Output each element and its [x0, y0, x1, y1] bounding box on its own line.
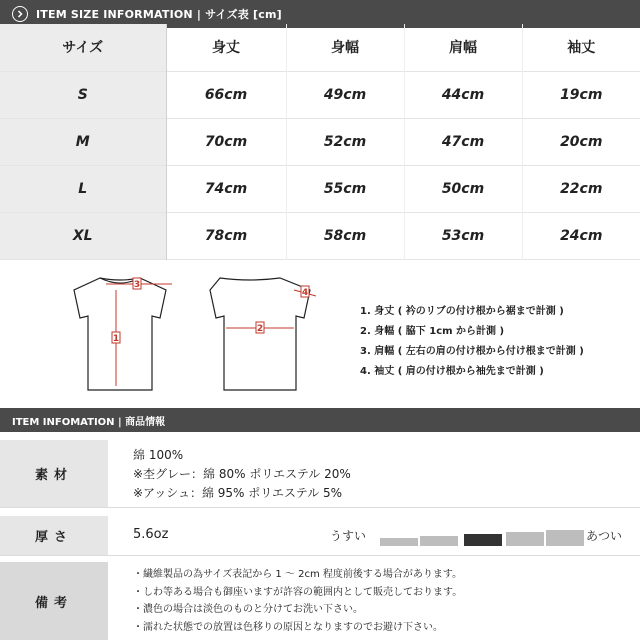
thickness-row — [0, 516, 640, 556]
table-cell: 58cm — [286, 212, 404, 259]
table-cell: 53cm — [404, 212, 522, 259]
note-item: ・しわ等ある場合も御座いますが許容の範囲内として販売しております。 — [133, 586, 463, 598]
material-line: 綿 100% — [133, 448, 184, 462]
column-header: 身幅 — [286, 24, 404, 71]
material-label: 素材 — [0, 440, 108, 507]
marker-4: 4 — [301, 288, 309, 298]
marker-1: 1 — [112, 334, 120, 344]
size-label-cell: XL — [0, 212, 166, 259]
notes-list — [133, 566, 462, 636]
thickness-label: 厚さ — [0, 516, 108, 555]
thickness-segment — [506, 532, 544, 546]
legend-item: 4. 袖丈 ( 肩の付け根から袖先まで計測 ) — [360, 366, 544, 377]
table-cell: 55cm — [286, 165, 404, 212]
legend-item: 2. 身幅 ( 脇下 1cm から計測 ) — [360, 326, 505, 337]
material-row — [0, 440, 640, 508]
table-row — [0, 212, 640, 259]
size-table-header-row — [0, 24, 640, 71]
marker-3: 3 — [133, 280, 141, 290]
table-cell: 78cm — [166, 212, 286, 259]
size-label-cell: S — [0, 71, 166, 118]
item-info-header — [0, 408, 640, 432]
thickness-segment — [380, 538, 418, 546]
notes-label: 備考 — [0, 562, 108, 640]
table-cell: 22cm — [560, 180, 603, 197]
material-line: ※アッシュ：綿 95% ポリエステル 5% — [133, 486, 343, 500]
table-cell: 52cm — [286, 118, 404, 165]
thickness-value: 5.6oz — [133, 527, 169, 542]
thickness-segment — [464, 534, 502, 546]
chevron-right-icon — [12, 6, 28, 22]
table-row — [0, 71, 640, 118]
size-label-cell: M — [0, 118, 166, 165]
column-header: サイズ — [0, 24, 166, 71]
column-header: 身丈 — [166, 24, 286, 71]
table-cell: 70cm — [166, 118, 286, 165]
item-info-title: ITEM INFOMATION | 商品情報 — [12, 417, 166, 428]
thick-label: あつい — [586, 529, 623, 543]
legend-item: 1. 身丈 ( 衿のリブの付け根から裾まで計測 ) — [360, 306, 564, 317]
table-cell: 44cm — [404, 71, 522, 118]
table-cell: 66cm — [166, 71, 286, 118]
table-cell: 49cm — [286, 71, 404, 118]
measurement-legend — [360, 302, 584, 382]
note-item: ・繊維製品の為サイズ表記から 1 ～ 2cm 程度前後する場合があります。 — [133, 569, 463, 580]
note-item: ・濡れた状態での放置は色移りの原因となりますのでお避け下さい。 — [133, 621, 443, 633]
table-cell: 47cm — [404, 118, 522, 165]
material-line: ※杢グレー：綿 80% ポリエステル 20% — [133, 467, 351, 481]
notes-row — [0, 562, 640, 640]
column-header: 袖丈 — [567, 40, 596, 57]
table-cell: 50cm — [404, 165, 522, 212]
table-cell: 19cm — [560, 86, 603, 103]
column-header: 肩幅 — [404, 24, 522, 71]
table-row — [0, 165, 640, 212]
size-label-cell: L — [0, 165, 166, 212]
size-table — [0, 24, 640, 260]
legend-item: 3. 肩幅 ( 左右の肩の付け根から付け根まで計測 ) — [360, 346, 584, 357]
material-value — [133, 446, 351, 503]
table-cell: 24cm — [560, 227, 603, 244]
table-row — [0, 118, 640, 165]
note-item: ・濃色の場合は淡色のものと分けてお洗い下さい。 — [133, 604, 363, 615]
table-cell: 74cm — [166, 165, 286, 212]
table-cell: 20cm — [560, 133, 603, 150]
thickness-segment — [546, 530, 584, 546]
thickness-segment — [420, 536, 458, 546]
marker-2: 2 — [256, 324, 264, 334]
thin-label: うすい — [330, 529, 367, 543]
tshirt-back-outline — [210, 278, 310, 390]
size-info-title: ITEM SIZE INFORMATION | サイズ表 [cm] — [36, 8, 282, 21]
